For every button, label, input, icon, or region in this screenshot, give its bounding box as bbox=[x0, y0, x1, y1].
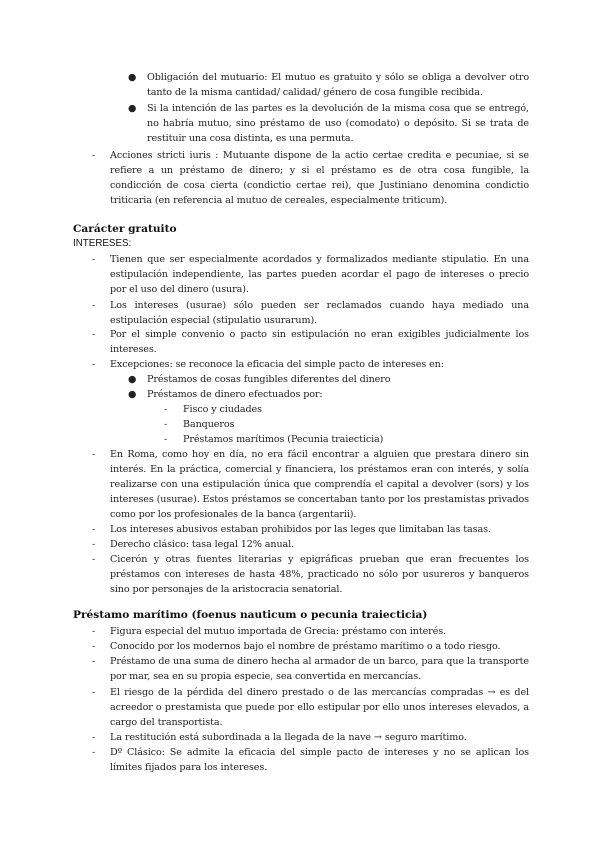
dash-icon: - bbox=[92, 656, 96, 667]
paragraph-restitucion: La restitución está subordinada a la llegada de la nave → seguro marítimo. bbox=[110, 732, 467, 743]
paragraph-conocido: Conocido por los modernos bajo el nombre de préstamo marítimo o a todo riesgo. bbox=[110, 641, 501, 652]
dash-icon: - bbox=[92, 626, 96, 637]
list-item-prestamos-dinero: Préstamos de dinero efectuados por: bbox=[147, 389, 323, 400]
bullet-dot-icon: ● bbox=[128, 389, 137, 400]
sub-item-banqueros: Banqueros bbox=[183, 419, 235, 430]
dash-icon: - bbox=[92, 732, 96, 743]
sub-item-fisco: Fisco y ciudades bbox=[183, 404, 262, 415]
paragraph-usurae: Los intereses (usurae) sólo pueden ser reclamados cuando haya mediado una estipulación especial (stipulatio usurarum). bbox=[110, 300, 529, 326]
dash-icon: - bbox=[92, 687, 96, 698]
paragraph-en-roma: En Roma, como hoy en día, no era fácil encontrar a alguien que prestara dinero sin interés. En la práctica, comercial y financiera, los préstamos eran con interés, y solía realizarse con una estipulación única que comprendía el capital a devolver (sors) y los intereses (usurae). Estos préstamos se concertaban tanto por los prestamistas privados como por los profesionales de la banca (argentarii). bbox=[110, 449, 529, 520]
section-title-caracter-gratuito: Carácter gratuito bbox=[73, 223, 177, 235]
dash-icon: - bbox=[92, 747, 96, 758]
paragraph-do-clasico: Dº Clásico: Se admite la eficacia del simple pacto de intereses y no se aplican los límites fijados para los intereses. bbox=[110, 747, 529, 773]
dash-icon: - bbox=[92, 641, 96, 652]
dash-icon: - bbox=[92, 449, 96, 460]
paragraph-acciones-stricti-iuris: Acciones stricti iuris : Mutuante dispone de la actio certae credita e pecuniae, si se refiere a un préstamo de dinero; y si el préstamo es de otra cosa fungible, la condicción de cosa cierta (condictio certae rei), que Justiniano denomina condictio triticaria (en referencia al mutuo de cereales, especialmente triticum). bbox=[110, 150, 529, 206]
paragraph-intereses-abusivos: Los intereses abusivos estaban prohibidos por las leges que limitaban las tasas. bbox=[110, 524, 491, 535]
dash-icon: - bbox=[92, 254, 96, 265]
dash-icon: - bbox=[92, 329, 96, 340]
paragraph-obligacion-mutuario: Obligación del mutuario: El mutuo es gratuito y sólo se obliga a devolver otro tanto de la misma cantidad/ calidad/ género de cosa fungible recibida. bbox=[147, 72, 529, 98]
paragraph-derecho-clasico: Derecho clásico: tasa legal 12% anual. bbox=[110, 539, 295, 550]
bullet-dot-icon: ● bbox=[128, 72, 137, 83]
dash-icon: - bbox=[92, 539, 96, 550]
sub-dash-icon: - bbox=[164, 434, 168, 445]
dash-icon: - bbox=[92, 524, 96, 535]
dash-icon: - bbox=[92, 359, 96, 370]
paragraph-intencion-partes: Si la intención de las partes es la devolución de la misma cosa que se entregó, no habría mutuo, sino préstamo de uso (comodato) o depósito. Si se trata de restituir una cosa distinta, es una permuta. bbox=[147, 103, 529, 144]
subtitle-intereses: INTERESES: bbox=[73, 238, 132, 249]
dash-icon: - bbox=[92, 300, 96, 311]
paragraph-figura-especial: Figura especial del mutuo importada de Grecia: préstamo con interés. bbox=[110, 626, 446, 637]
paragraph-ciceron: Cicerón y otras fuentes literarias y epigráficas prueban que eran frecuentes los préstamos con intereses de hasta 48%, practicado no sólo por usureros y banqueros sino por personajes de la aristocracia senatorial. bbox=[110, 554, 529, 595]
paragraph-simple-convenio: Por el simple convenio o pacto sin estipulación no eran exigibles judicialmente los intereses. bbox=[110, 329, 529, 355]
dash-icon: - bbox=[92, 150, 96, 161]
bullet-dot-icon: ● bbox=[128, 103, 137, 114]
paragraph-riesgo: El riesgo de la pérdida del dinero prestado o de las mercancías compradas → es del acreedor o prestamista que puede por ello estipular por ello unos intereses elevados, a cargo del transportista. bbox=[110, 687, 529, 728]
paragraph-stipulatio: Tienen que ser especialmente acordados y formalizados mediante stipulatio. En una estipulación independiente, las partes pueden acordar el pago de intereses o precio por el uso del dinero (usura). bbox=[110, 254, 529, 295]
list-item-cosas-fungibles: Préstamos de cosas fungibles diferentes del dinero bbox=[147, 374, 391, 385]
bullet-dot-icon: ● bbox=[128, 374, 137, 385]
sub-dash-icon: - bbox=[164, 419, 168, 430]
sub-item-prestamos-maritimos: Préstamos marítimos (Pecunia traiecticia) bbox=[183, 434, 384, 445]
paragraph-prestamo-suma: Préstamo de una suma de dinero hecha al armador de un barco, para que la transporte por mar, sea en su propia especie, sea convertida en mercancías. bbox=[110, 656, 529, 682]
dash-icon: - bbox=[92, 554, 96, 565]
paragraph-excepciones: Excepciones: se reconoce la eficacia del simple pacto de intereses en: bbox=[110, 359, 444, 370]
sub-dash-icon: - bbox=[164, 404, 168, 415]
section-title-prestamo-maritimo: Préstamo marítimo (foenus nauticum o pecunia traiecticia) bbox=[73, 609, 428, 621]
